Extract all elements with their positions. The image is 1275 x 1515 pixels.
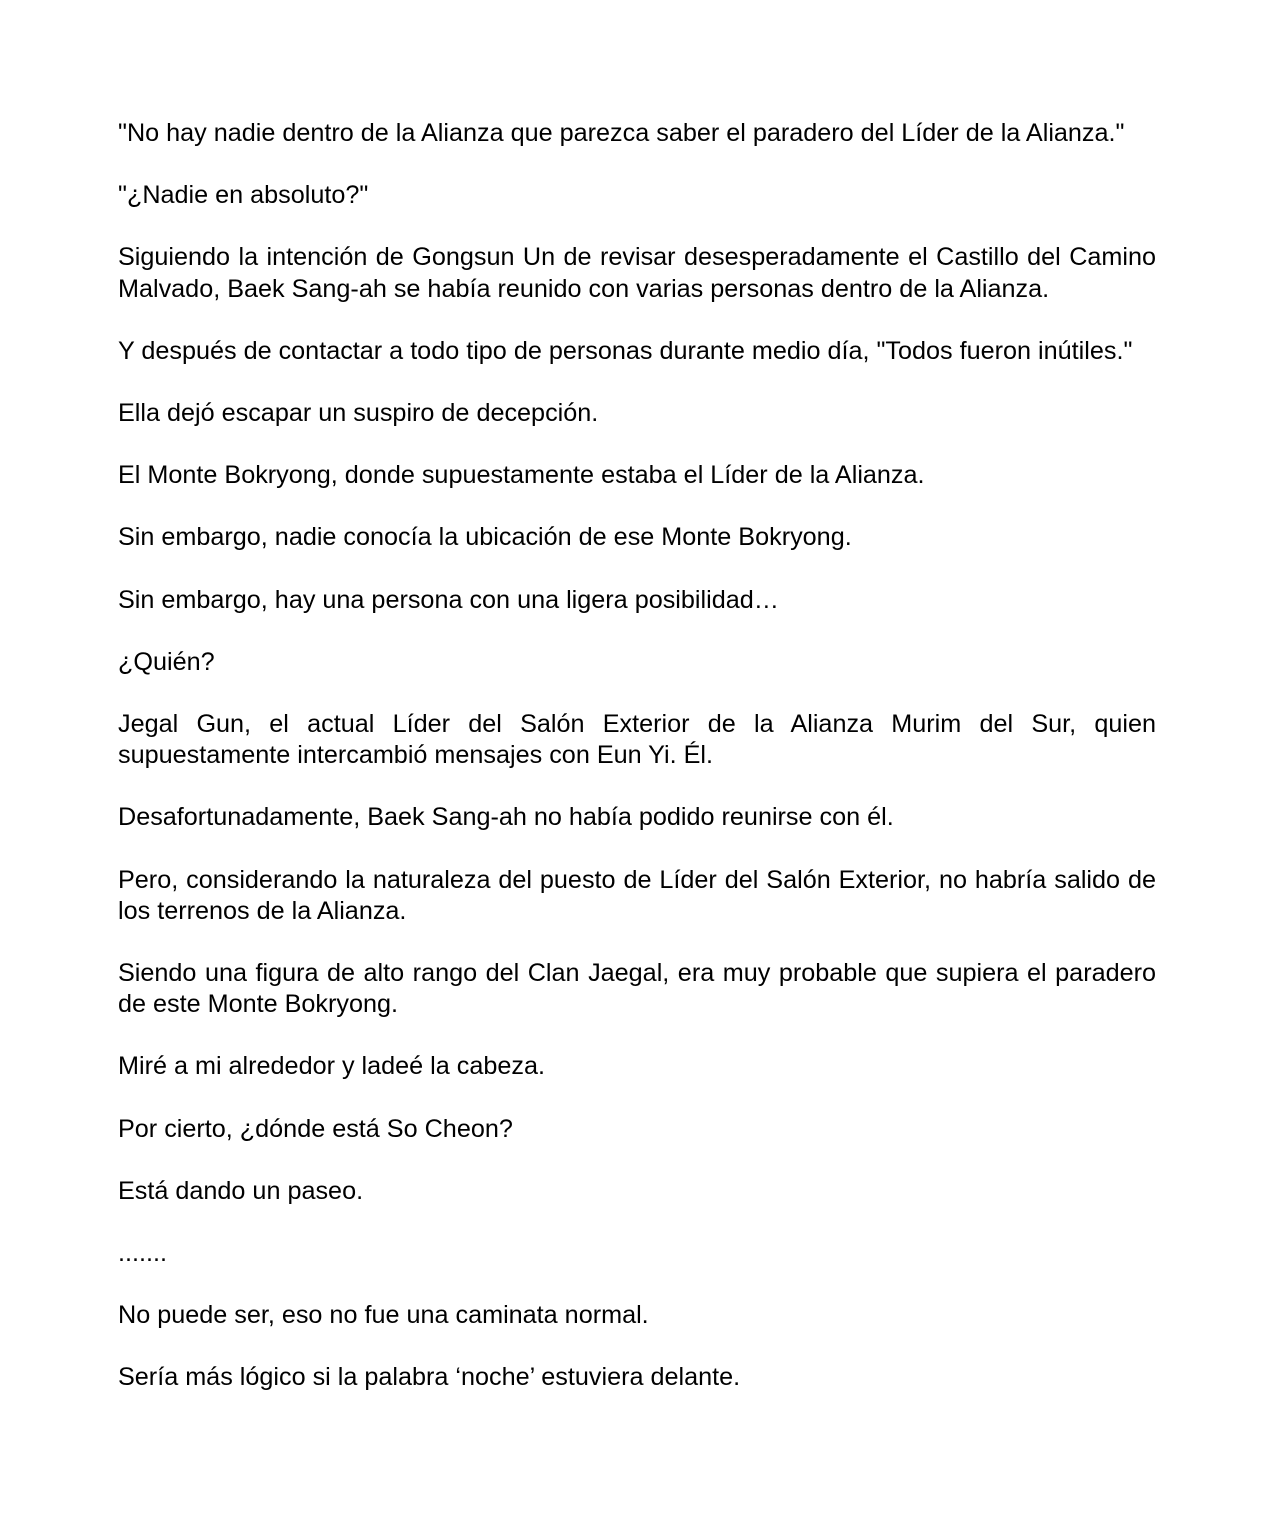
paragraph: Sin embargo, hay una persona con una ligera posibilidad… xyxy=(118,585,779,614)
paragraph: Siguiendo la intención de Gongsun Un de revisar desesperadamente el Castillo del Camino Malvado, Baek Sang-ah se había reunido con varias personas dentro de la Alianza. xyxy=(118,243,1156,303)
paragraph: Ella dejó escapar un suspiro de decepción. xyxy=(118,399,599,428)
paragraph: Sin embargo, nadie conocía la ubicación de ese Monte Bokryong. xyxy=(118,523,852,552)
paragraph: Desafortunadamente, Baek Sang-ah no había podido reunirse con él. xyxy=(118,803,894,832)
paragraph: ....... xyxy=(118,1239,167,1268)
paragraph: "¿Nadie en absoluto?" xyxy=(118,181,369,210)
paragraph: Por cierto, ¿dónde está So Cheon? xyxy=(118,1114,513,1143)
paragraph: El Monte Bokryong, donde supuestamente estaba el Líder de la Alianza. xyxy=(118,461,925,490)
paragraph: Pero, considerando la naturaleza del puesto de Líder del Salón Exterior, no habría salido de los terrenos de la Alianza. xyxy=(118,865,1156,925)
paragraph: Jegal Gun, el actual Líder del Salón Exterior de la Alianza Murim del Sur, quien supuestamente intercambió mensajes con Eun Yi. Él. xyxy=(118,710,1156,770)
document-page xyxy=(118,118,1156,1394)
paragraph: Miré a mi alrededor y ladeé la cabeza. xyxy=(118,1052,546,1081)
paragraph: Y después de contactar a todo tipo de personas durante medio día, "Todos fueron inútiles." xyxy=(118,336,1133,365)
paragraph: No puede ser, eso no fue una caminata normal. xyxy=(118,1301,649,1330)
paragraph: ¿Quién? xyxy=(118,647,215,676)
paragraph: Está dando un paseo. xyxy=(118,1176,364,1205)
paragraph: "No hay nadie dentro de la Alianza que parezca saber el paradero del Líder de la Alianza." xyxy=(118,119,1125,147)
paragraph: Sería más lógico si la palabra ‘noche’ estuviera delante. xyxy=(118,1363,741,1392)
paragraph: Siendo una figura de alto rango del Clan Jaegal, era muy probable que supiera el paradero de este Monte Bokryong. xyxy=(118,959,1156,1019)
